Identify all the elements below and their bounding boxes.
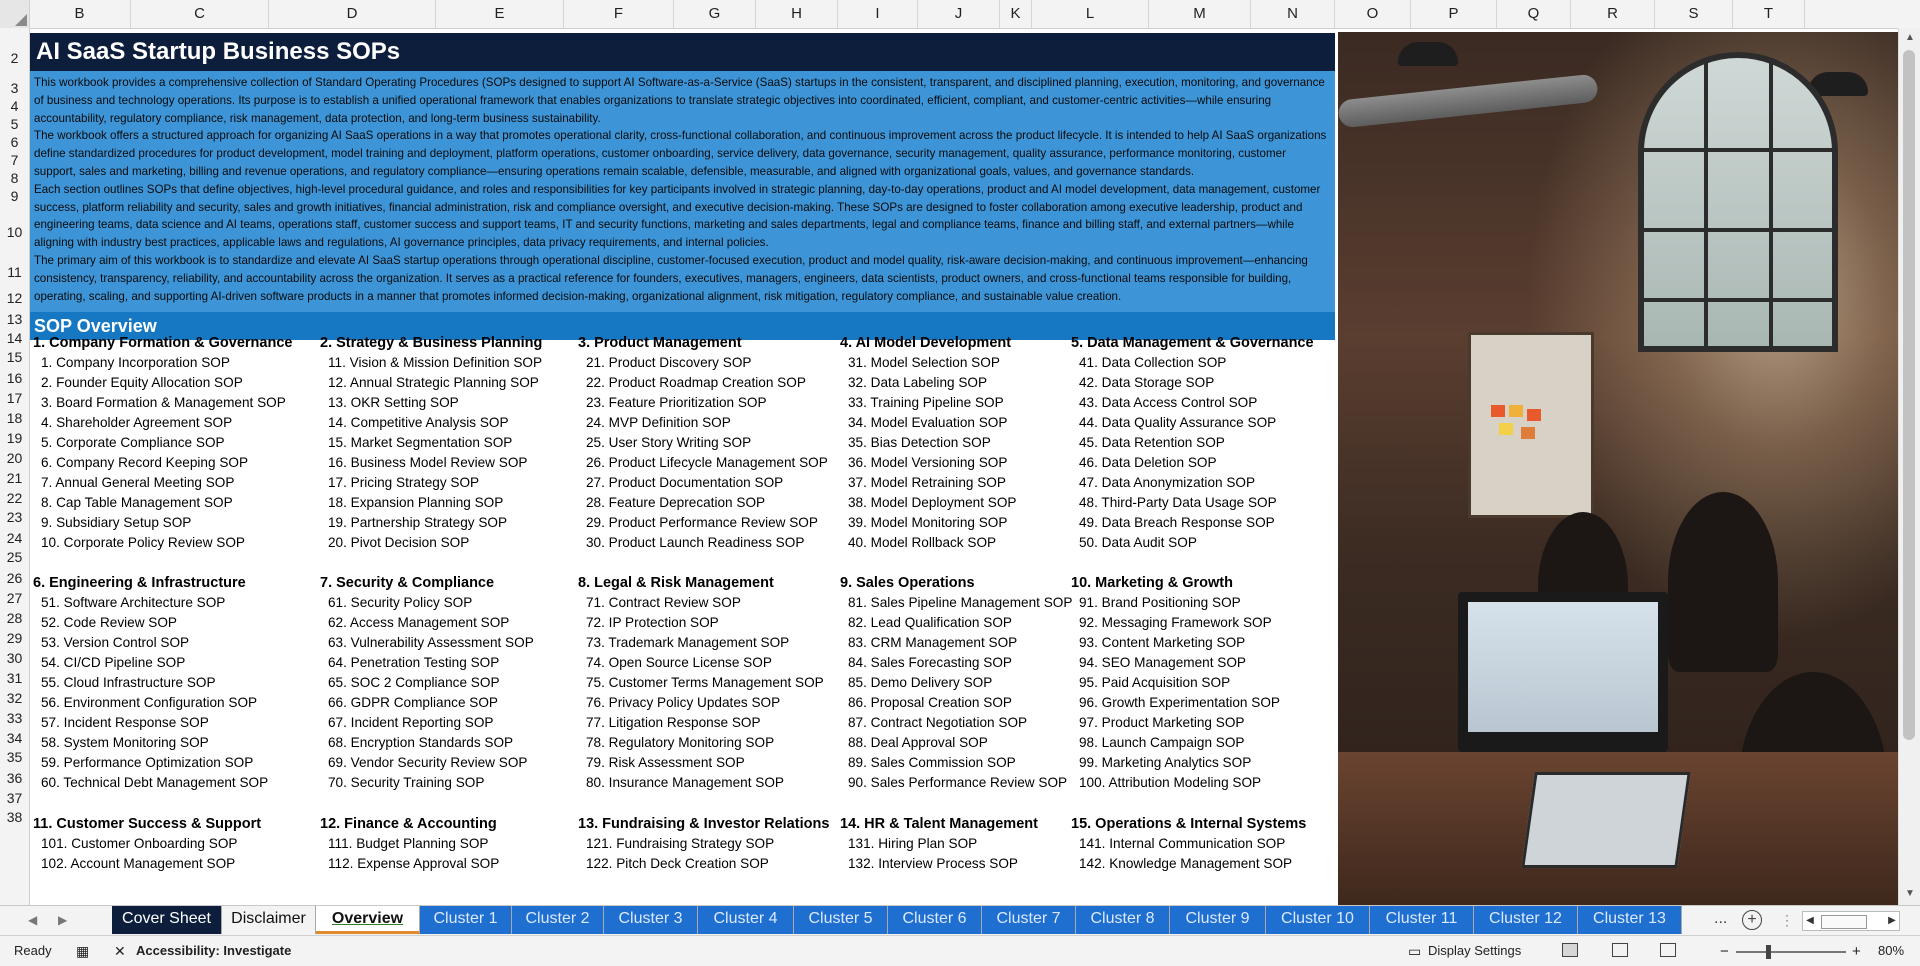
accessibility-icon[interactable]: ✕ — [114, 943, 126, 959]
sop-list-item[interactable]: 46. Data Deletion SOP — [1079, 455, 1217, 470]
display-settings-button[interactable]: Display Settings — [1428, 943, 1522, 958]
sop-list-item[interactable]: 91. Brand Positioning SOP — [1079, 595, 1241, 610]
sheet-tab[interactable] — [222, 906, 316, 934]
column-header[interactable]: C — [131, 0, 269, 28]
sop-list-item[interactable]: 6. Company Record Keeping SOP — [41, 455, 249, 470]
sop-list-item[interactable]: 10. Corporate Policy Review SOP — [41, 535, 245, 550]
sop-group — [1071, 814, 1306, 874]
page-break-view-icon[interactable] — [1660, 943, 1676, 957]
sop-list-item[interactable]: 47. Data Anonymization SOP — [1079, 475, 1256, 490]
sheet-tab-label: Cluster 2 — [525, 910, 590, 927]
sop-list-item[interactable]: 39. Model Monitoring SOP — [848, 515, 1008, 530]
sop-list-item[interactable]: 12. Annual Strategic Planning SOP — [328, 375, 539, 390]
sop-list-item[interactable]: 40. Model Rollback SOP — [848, 535, 997, 550]
row-header[interactable]: 36 — [6, 770, 23, 786]
row-header[interactable]: 7 — [10, 152, 19, 168]
sop-list-item[interactable]: 25. User Story Writing SOP — [586, 435, 752, 450]
sop-list-item[interactable]: 19. Partnership Strategy SOP — [328, 515, 508, 530]
sop-list-item[interactable]: 94. SEO Management SOP — [1079, 655, 1246, 670]
sop-list-item[interactable]: 102. Account Management SOP — [41, 856, 236, 871]
sop-list-item[interactable]: 142. Knowledge Management SOP — [1079, 856, 1293, 871]
sheet-tab-label: Disclaimer — [231, 910, 306, 927]
row-header[interactable]: 5 — [10, 116, 19, 132]
sop-list-item[interactable]: 34. Model Evaluation SOP — [848, 415, 1008, 430]
sop-group — [578, 573, 824, 793]
row-header[interactable]: 18 — [6, 410, 23, 426]
column-header[interactable]: B — [29, 0, 131, 28]
sop-list-item[interactable]: 30. Product Launch Readiness SOP — [586, 535, 805, 550]
row-header[interactable]: 24 — [6, 530, 23, 546]
description-paragraph: Each section outlines SOPs that define objectives, high-level procedural guidance, and roles and responsibilities for key participants involved in strategic planning, day-to-day operations, product and AI model development, data management, customer success, platform reliability and security, sales and growth initiatives, financial administration, risk and compliance oversight, and executive decision-making. These SOPs are designed to foster collaboration among executive leadership, product and engineering teams, data science and AI teams, operations staff, customer success and support teams, IT and security functions, marketing and sales departments, legal and compliance teams, finance and billing staff, and external partners—while aligning with industry best practices, applicable laws and regulations, AI governance principles, data privacy requirements, and internal policies. — [34, 182, 1321, 250]
sop-list-item[interactable]: 43. Data Access Control SOP — [1079, 395, 1258, 410]
column-header[interactable]: H — [756, 0, 838, 28]
sheet-tab[interactable] — [888, 906, 982, 934]
sop-list-item[interactable]: 7. Annual General Meeting SOP — [41, 475, 235, 490]
sop-group — [33, 333, 292, 553]
scroll-thumb[interactable] — [1903, 50, 1915, 740]
sop-group — [840, 573, 1072, 793]
status-bar — [0, 935, 1920, 966]
sop-list-item[interactable]: 8. Cap Table Management SOP — [41, 495, 233, 510]
horizontal-scroll-thumb[interactable] — [1821, 915, 1867, 929]
vertical-scrollbar[interactable] — [1898, 28, 1920, 905]
sop-list-item[interactable]: 41. Data Collection SOP — [1079, 355, 1227, 370]
scroll-left-icon[interactable]: ◀ — [1806, 915, 1814, 926]
sop-list-item[interactable]: 38. Model Deployment SOP — [848, 495, 1017, 510]
row-header[interactable]: 34 — [6, 730, 23, 746]
worksheet-area[interactable] — [30, 29, 1335, 905]
zoom-slider[interactable] — [1736, 951, 1846, 953]
sop-group — [33, 573, 268, 793]
sheet-tab[interactable] — [604, 906, 698, 934]
sop-list-item[interactable]: 13. OKR Setting SOP — [328, 395, 459, 410]
sop-list-item[interactable]: 85. Demo Delivery SOP — [848, 675, 993, 690]
sop-list-item[interactable]: 90. Sales Performance Review SOP — [848, 775, 1068, 790]
sop-list-item[interactable]: 73. Trademark Management SOP — [586, 635, 790, 650]
sop-list-item[interactable]: 95. Paid Acquisition SOP — [1079, 675, 1231, 690]
ready-status: Ready — [14, 943, 52, 958]
horizontal-scrollbar[interactable] — [1802, 911, 1900, 931]
sop-group-title: 12. Finance & Accounting — [320, 816, 497, 832]
sop-list-item[interactable]: 55. Cloud Infrastructure SOP — [41, 675, 216, 690]
sheet-tab-label: Cluster 5 — [808, 910, 873, 927]
sop-list-item[interactable]: 63. Vulnerability Assessment SOP — [328, 635, 534, 650]
sop-list-item[interactable]: 24. MVP Definition SOP — [586, 415, 731, 430]
sop-list-item[interactable]: 59. Performance Optimization SOP — [41, 755, 254, 770]
sop-list-item[interactable]: 66. GDPR Compliance SOP — [328, 695, 498, 710]
row-header[interactable]: 11 — [7, 264, 22, 280]
column-header[interactable]: M — [1149, 0, 1251, 28]
sheet-tab[interactable] — [316, 906, 420, 934]
row-header[interactable]: 2 — [10, 50, 19, 66]
sop-list-item[interactable]: 45. Data Retention SOP — [1079, 435, 1225, 450]
sop-list-item[interactable]: 81. Sales Pipeline Management SOP — [848, 595, 1073, 610]
sop-list-item[interactable]: 80. Insurance Management SOP — [586, 775, 784, 790]
sop-list-item[interactable]: 88. Deal Approval SOP — [848, 735, 988, 750]
sop-group-title: 15. Operations & Internal Systems — [1071, 816, 1307, 832]
pendant-lamp-shape — [1398, 42, 1458, 66]
sheet-tab-label: Cluster 7 — [996, 910, 1061, 927]
sop-list-item[interactable]: 99. Marketing Analytics SOP — [1079, 755, 1252, 770]
office-photo-image — [1338, 32, 1898, 905]
sop-list-item[interactable]: 53. Version Control SOP — [41, 635, 190, 650]
description-paragraph: The workbook offers a structured approach for organizing AI SaaS operations in a way that promotes operational clarity, cross-functional collaboration, and continuous improvement across the product lifecycle. It is intended to help AI SaaS organizations define standardized procedures for product development, model training and deployment, platform operations, customer onboarding, service delivery, data governance, security management, quality assurance, performance monitoring, customer support, sales and marketing, billing and revenue operations, and regulatory compliance—ensuring operations remain scalable, defensible, measurable, and aligned with organizational goals, values, and governance standards. — [34, 129, 1327, 178]
column-header[interactable]: P — [1411, 0, 1497, 28]
select-all-corner[interactable] — [0, 0, 30, 28]
sop-list-item[interactable]: 82. Lead Qualification SOP — [848, 615, 1012, 630]
sop-list-item[interactable]: 35. Bias Detection SOP — [848, 435, 991, 450]
sheet-tab-label: Cluster 10 — [1281, 910, 1354, 927]
column-header[interactable]: D — [269, 0, 436, 28]
sop-list-item[interactable]: 17. Pricing Strategy SOP — [328, 475, 480, 490]
sop-list-item[interactable]: 89. Sales Commission SOP — [848, 755, 1016, 770]
column-header[interactable]: E — [436, 0, 564, 28]
sop-group — [1071, 573, 1280, 793]
sheet-tab[interactable] — [1474, 906, 1578, 934]
sop-list-item[interactable]: 131. Hiring Plan SOP — [848, 836, 978, 851]
sop-list-item[interactable]: 62. Access Management SOP — [328, 615, 510, 630]
row-header[interactable]: 15 — [6, 349, 23, 365]
column-header[interactable]: J — [918, 0, 1000, 28]
row-header[interactable]: 37 — [6, 790, 23, 806]
sop-group-title: 6. Engineering & Infrastructure — [33, 575, 246, 591]
sop-list-item[interactable]: 52. Code Review SOP — [41, 615, 178, 630]
sheet-tab[interactable] — [794, 906, 888, 934]
sheet-tab[interactable] — [512, 906, 604, 934]
sop-list-item[interactable]: 22. Product Roadmap Creation SOP — [586, 375, 806, 390]
sheet-tab[interactable] — [1370, 906, 1474, 934]
sheet-tab[interactable] — [1170, 906, 1266, 934]
sop-list-item[interactable]: 112. Expense Approval SOP — [328, 856, 500, 871]
sop-list-item[interactable]: 21. Product Discovery SOP — [586, 355, 752, 370]
sheet-tab-label: Cluster 1 — [433, 910, 498, 927]
row-header[interactable]: 32 — [6, 690, 23, 706]
sop-group — [320, 333, 542, 553]
sop-group — [578, 814, 829, 874]
sheet-tab[interactable] — [112, 906, 222, 934]
sop-list-item[interactable]: 97. Product Marketing SOP — [1079, 715, 1245, 730]
row-header[interactable]: 6 — [10, 134, 19, 150]
sop-list-item[interactable]: 1. Company Incorporation SOP — [41, 355, 230, 370]
sop-list-item[interactable]: 11. Vision & Mission Definition SOP — [328, 355, 543, 370]
sheet-tab[interactable] — [698, 906, 794, 934]
sop-group-title: 14. HR & Talent Management — [840, 816, 1038, 832]
row-header[interactable]: 35 — [6, 749, 23, 765]
sop-list-item[interactable]: 84. Sales Forecasting SOP — [848, 655, 1012, 670]
sop-list-item[interactable]: 69. Vendor Security Review SOP — [328, 755, 528, 770]
sop-list-item[interactable]: 28. Feature Deprecation SOP — [586, 495, 766, 510]
sop-list-item[interactable]: 79. Risk Assessment SOP — [586, 755, 745, 770]
sop-group-title: 5. Data Management & Governance — [1071, 335, 1314, 351]
sop-group — [33, 814, 261, 874]
sop-group — [1071, 333, 1314, 553]
row-header[interactable]: 17 — [6, 390, 23, 406]
sop-list-item[interactable]: 77. Litigation Response SOP — [586, 715, 761, 730]
row-header[interactable]: 28 — [6, 610, 23, 626]
sheet-tab-label: Cover Sheet — [122, 910, 211, 927]
sop-list-item[interactable]: 111. Budget Planning SOP — [328, 836, 489, 851]
splitter-handle-icon[interactable]: ⋮ — [1780, 912, 1794, 928]
row-header[interactable]: 3 — [10, 80, 19, 96]
row-header[interactable]: 29 — [6, 630, 23, 646]
sop-group-title: 13. Fundraising & Investor Relations — [578, 816, 830, 832]
sop-list-item[interactable]: 36. Model Versioning SOP — [848, 455, 1008, 470]
row-header[interactable]: 20 — [6, 450, 23, 466]
sop-list-item[interactable]: 50. Data Audit SOP — [1079, 535, 1197, 550]
row-header[interactable]: 22 — [6, 490, 23, 506]
sop-list-item[interactable]: 29. Product Performance Review SOP — [586, 515, 818, 530]
more-tabs-icon[interactable]: ... — [1714, 910, 1728, 927]
normal-view-icon[interactable] — [1562, 943, 1578, 957]
sop-group-title: 10. Marketing & Growth — [1071, 575, 1233, 591]
sop-list-item[interactable]: 18. Expansion Planning SOP — [328, 495, 504, 510]
row-header-bar — [0, 28, 30, 905]
sop-list-item[interactable]: 98. Launch Campaign SOP — [1079, 735, 1245, 750]
accessibility-status[interactable]: Accessibility: Investigate — [136, 943, 292, 958]
monitor-shape — [1458, 592, 1668, 752]
sop-list-item[interactable]: 2. Founder Equity Allocation SOP — [41, 375, 243, 390]
row-header[interactable]: 25 — [6, 549, 23, 565]
sop-list-item[interactable]: 3. Board Formation & Management SOP — [41, 395, 286, 410]
sop-list-item[interactable]: 9. Subsidiary Setup SOP — [41, 515, 192, 530]
column-header[interactable]: R — [1571, 0, 1655, 28]
sop-list-item[interactable]: 60. Technical Debt Management SOP — [41, 775, 269, 790]
row-header[interactable]: 14 — [6, 330, 23, 346]
sop-list-item[interactable]: 58. System Monitoring SOP — [41, 735, 209, 750]
air-duct-shape — [1338, 73, 1599, 128]
sop-list-item[interactable]: 42. Data Storage SOP — [1079, 375, 1215, 390]
sop-list-item[interactable]: 132. Interview Process SOP — [848, 856, 1018, 871]
macro-record-icon[interactable]: ▦ — [76, 943, 90, 959]
column-header[interactable]: I — [838, 0, 918, 28]
sop-list-item[interactable]: 48. Third-Party Data Usage SOP — [1079, 495, 1277, 510]
sop-list-item[interactable]: 121. Fundraising Strategy SOP — [586, 836, 775, 851]
sheet-tab[interactable] — [1578, 906, 1682, 934]
sop-list-item[interactable]: 75. Customer Terms Management SOP — [586, 675, 824, 690]
sop-list-item[interactable]: 27. Product Documentation SOP — [586, 475, 784, 490]
sop-list-item[interactable]: 86. Proposal Creation SOP — [848, 695, 1012, 710]
sop-list-item[interactable]: 54. CI/CD Pipeline SOP — [41, 655, 186, 670]
row-header[interactable]: 16 — [6, 370, 23, 386]
sop-group-title: 4. AI Model Development — [840, 335, 1012, 351]
row-header[interactable]: 23 — [6, 509, 23, 525]
scroll-up-icon[interactable]: ▲ — [1905, 32, 1915, 43]
sop-list-item[interactable]: 141. Internal Communication SOP — [1079, 836, 1286, 851]
sop-list-item[interactable]: 61. Security Policy SOP — [328, 595, 473, 610]
sop-list-item[interactable]: 32. Data Labeling SOP — [848, 375, 988, 390]
sop-list-item[interactable]: 51. Software Architecture SOP — [41, 595, 226, 610]
sheet-tab-label: Cluster 12 — [1489, 910, 1562, 927]
tab-scroll-left-icon[interactable]: ◀ — [28, 913, 38, 927]
sop-group-title: 3. Product Management — [578, 335, 742, 351]
row-header[interactable]: 8 — [10, 170, 19, 186]
laptop-shape — [1521, 772, 1690, 868]
sop-list-item[interactable]: 122. Pitch Deck Creation SOP — [586, 856, 769, 871]
row-header[interactable]: 33 — [6, 710, 23, 726]
zoom-level[interactable]: 80% — [1878, 943, 1905, 958]
sop-group-title: 8. Legal & Risk Management — [578, 575, 774, 591]
scroll-down-icon[interactable]: ▼ — [1905, 888, 1915, 899]
sop-list-item[interactable]: 64. Penetration Testing SOP — [328, 655, 500, 670]
sheet-tab[interactable] — [982, 906, 1076, 934]
row-header[interactable]: 10 — [6, 224, 23, 240]
sheet-tab-label: Cluster 13 — [1593, 910, 1666, 927]
sop-group — [840, 814, 1038, 874]
sop-list-item[interactable]: 68. Encryption Standards SOP — [328, 735, 514, 750]
column-header[interactable]: T — [1733, 0, 1805, 28]
sop-list-item[interactable]: 93. Content Marketing SOP — [1079, 635, 1246, 650]
sop-list-item[interactable]: 100. Attribution Modeling SOP — [1079, 775, 1262, 790]
sop-group-title: 1. Company Formation & Governance — [33, 335, 293, 351]
person-silhouette — [1668, 492, 1778, 672]
sop-list-item[interactable]: 5. Corporate Compliance SOP — [41, 435, 225, 450]
row-header[interactable]: 30 — [6, 650, 23, 666]
sop-list-item[interactable]: 65. SOC 2 Compliance SOP — [328, 675, 500, 690]
sop-list-item[interactable]: 31. Model Selection SOP — [848, 355, 1000, 370]
sheet-tab-label: Cluster 9 — [1185, 910, 1250, 927]
sop-list-item[interactable]: 23. Feature Prioritization SOP — [586, 395, 767, 410]
sop-list-item[interactable]: 33. Training Pipeline SOP — [848, 395, 1004, 410]
add-sheet-button[interactable]: + — [1742, 910, 1762, 930]
sop-list-item[interactable]: 71. Contract Review SOP — [586, 595, 741, 610]
sop-list-item[interactable]: 15. Market Segmentation SOP — [328, 435, 513, 450]
arched-window-shape — [1638, 52, 1838, 352]
sop-group — [320, 814, 499, 874]
sheet-tab[interactable] — [1266, 906, 1370, 934]
sheet-tab[interactable] — [420, 906, 512, 934]
sop-list-item[interactable]: 56. Environment Configuration SOP — [41, 695, 258, 710]
row-header[interactable]: 19 — [6, 430, 23, 446]
whiteboard-shape — [1468, 332, 1594, 518]
row-header[interactable]: 26 — [6, 570, 23, 586]
sheet-tab-label: Cluster 8 — [1090, 910, 1155, 927]
sop-list-item[interactable]: 76. Privacy Policy Updates SOP — [586, 695, 781, 710]
sop-list-item[interactable]: 67. Incident Reporting SOP — [328, 715, 494, 730]
row-header[interactable]: 13 — [6, 311, 23, 327]
description-block — [30, 71, 1335, 340]
sheet-tab-label: Cluster 6 — [902, 910, 967, 927]
overview-heading: SOP Overview — [30, 312, 1335, 340]
sop-list-item[interactable]: 37. Model Retraining SOP — [848, 475, 1006, 490]
sop-group-title: 7. Security & Compliance — [320, 575, 495, 591]
row-header[interactable]: 21 — [6, 470, 23, 486]
column-header[interactable]: O — [1335, 0, 1411, 28]
zoom-in-icon[interactable]: + — [1852, 943, 1861, 960]
sop-list-item[interactable]: 44. Data Quality Assurance SOP — [1079, 415, 1277, 430]
column-header[interactable]: L — [1032, 0, 1149, 28]
sop-list-item[interactable]: 74. Open Source License SOP — [586, 655, 772, 670]
zoom-slider-knob[interactable] — [1766, 945, 1771, 959]
sop-list-item[interactable]: 96. Growth Experimentation SOP — [1079, 695, 1280, 710]
sop-list-item[interactable]: 26. Product Lifecycle Management SOP — [586, 455, 828, 470]
row-header[interactable]: 9 — [10, 188, 19, 204]
row-header[interactable]: 27 — [6, 590, 23, 606]
sop-group — [320, 573, 534, 793]
sop-list-item[interactable]: 72. IP Protection SOP — [586, 615, 719, 630]
sop-list-item[interactable]: 70. Security Training SOP — [328, 775, 485, 790]
sop-list-item[interactable]: 14. Competitive Analysis SOP — [328, 415, 509, 430]
page-title: AI SaaS Startup Business SOPs — [30, 33, 1335, 71]
column-header[interactable]: N — [1251, 0, 1335, 28]
column-header[interactable]: Q — [1497, 0, 1571, 28]
column-header[interactable]: S — [1655, 0, 1733, 28]
sheet-tab[interactable] — [1076, 906, 1170, 934]
sop-group-title: 9. Sales Operations — [840, 575, 975, 591]
row-header[interactable]: 4 — [10, 98, 19, 114]
column-header[interactable]: K — [1000, 0, 1032, 28]
description-paragraph: The primary aim of this workbook is to standardize and elevate AI SaaS startup operations through operational discipline, customer-focused execution, product and model quality, risk-aware decision-making, and continuous improvement—enhancing consistency, transparency, reliability, and accountability across the organization. It serves as a practical reference for founders, executives, managers, engineers, data scientists, product owners, and cross-functional teams responsible for building, operating, scaling, and supporting AI-driven software products in a manner that promotes informed decision-making, organizational alignment, risk mitigation, regulatory compliance, and sustainable value creation. — [34, 253, 1308, 303]
sop-group-title: 11. Customer Success & Support — [33, 816, 262, 832]
sop-list-item[interactable]: 87. Contract Negotiation SOP — [848, 715, 1028, 730]
row-header[interactable]: 31 — [6, 670, 23, 686]
sheet-tab-label: Overview — [331, 910, 404, 927]
column-header-bar — [0, 0, 1920, 29]
sheet-tab-label: Cluster 3 — [618, 910, 683, 927]
description-paragraph: This workbook provides a comprehensive collection of Standard Operating Procedures (SOPs designed to support AI Software-as-a-Service (SaaS) startups in the consistent, transparent, and disciplined planning, execution, monitoring, and governance of business and technology operations. Its purpose is to establish a unified operational framework that enables organizations to translate strategic objectives into coordinated, efficient, compliant, and customer-centric activities—while ensuring accountability, regulatory compliance, risk management, data protection, and long-term business sustainability. — [34, 76, 1325, 125]
sop-group — [840, 333, 1017, 553]
sop-list-item[interactable]: 20. Pivot Decision SOP — [328, 535, 470, 550]
display-settings-icon[interactable]: ▭ — [1408, 943, 1422, 959]
zoom-out-icon[interactable]: − — [1720, 943, 1729, 960]
sop-list-item[interactable]: 16. Business Model Review SOP — [328, 455, 528, 470]
sop-list-item[interactable]: 92. Messaging Framework SOP — [1079, 615, 1272, 630]
sop-list-item[interactable]: 101. Customer Onboarding SOP — [41, 836, 238, 851]
page-layout-view-icon[interactable] — [1612, 943, 1628, 957]
sop-list-item[interactable]: 49. Data Breach Response SOP — [1079, 515, 1275, 530]
column-header[interactable]: G — [674, 0, 756, 28]
scroll-right-icon[interactable]: ▶ — [1888, 915, 1896, 926]
sop-group — [578, 333, 828, 553]
sheet-tab-bar — [0, 905, 1920, 936]
sop-group-title: 2. Strategy & Business Planning — [320, 335, 543, 351]
column-header[interactable]: F — [564, 0, 674, 28]
tab-scroll-right-icon[interactable]: ▶ — [58, 913, 68, 927]
row-header[interactable]: 12 — [6, 290, 23, 306]
sop-list-item[interactable]: 78. Regulatory Monitoring SOP — [586, 735, 775, 750]
row-header[interactable]: 38 — [6, 809, 23, 825]
sop-list-item[interactable]: 4. Shareholder Agreement SOP — [41, 415, 233, 430]
sheet-tab-label: Cluster 11 — [1385, 910, 1458, 927]
sop-list-item[interactable]: 83. CRM Management SOP — [848, 635, 1018, 650]
sheet-tab-label: Cluster 4 — [713, 910, 778, 927]
sop-list-item[interactable]: 57. Incident Response SOP — [41, 715, 209, 730]
